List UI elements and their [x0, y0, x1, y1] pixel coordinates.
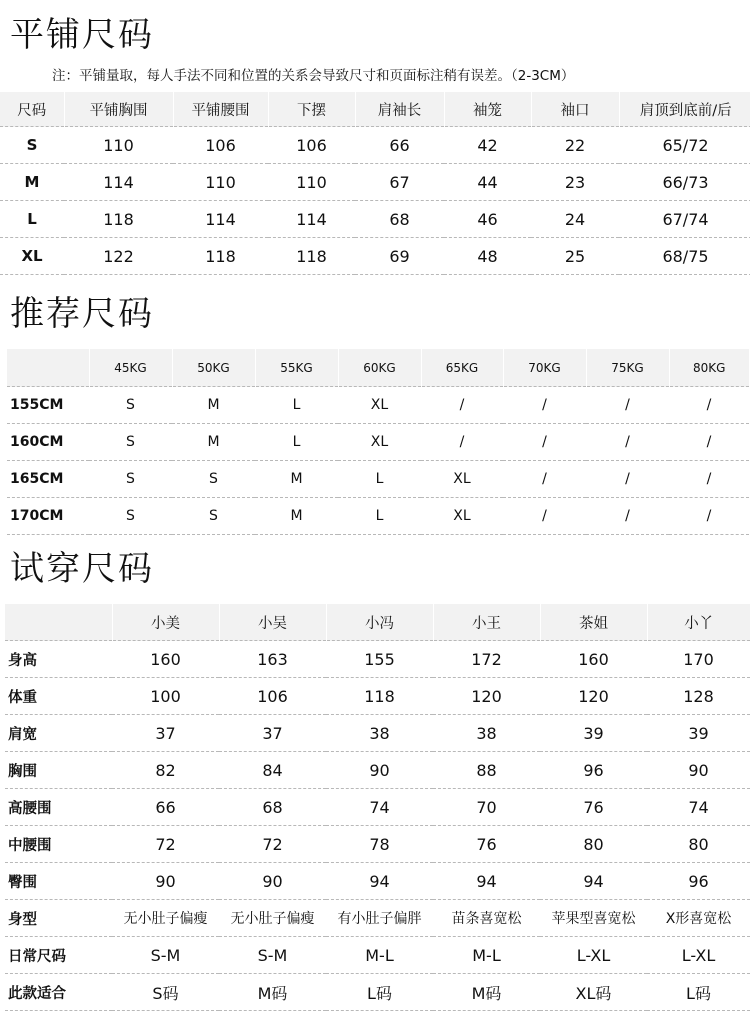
table-cell: M	[172, 424, 255, 461]
table-cell: L-XL	[647, 937, 750, 974]
row-label: 中腰围	[5, 826, 112, 863]
flat-size-table	[0, 92, 750, 275]
header-50kg: 50KG	[172, 349, 255, 387]
header-cuff: 袖口	[531, 92, 619, 127]
header-45kg: 45KG	[89, 349, 172, 387]
table-cell: 128	[647, 678, 750, 715]
table-cell: /	[586, 424, 669, 461]
row-label: L	[0, 201, 64, 238]
table-cell: 67	[355, 164, 444, 201]
table-cell: S-M	[112, 937, 219, 974]
header-65kg: 65KG	[421, 349, 503, 387]
table-cell: /	[503, 461, 586, 498]
table-cell: XL	[338, 387, 421, 424]
table-cell: /	[421, 387, 503, 424]
recommend-size-table	[7, 349, 749, 535]
table-row	[7, 461, 749, 498]
table-cell: 无小肚子偏瘦	[112, 900, 219, 937]
table-cell: 100	[112, 678, 219, 715]
row-label: S	[0, 127, 64, 164]
table-cell: 106	[268, 127, 355, 164]
table-row	[0, 127, 750, 164]
table-row	[5, 789, 750, 826]
table-cell: /	[669, 424, 749, 461]
header-75kg: 75KG	[586, 349, 669, 387]
table-row	[0, 201, 750, 238]
table-cell: L	[255, 387, 338, 424]
table-cell: XL	[338, 424, 421, 461]
table-cell: M-L	[433, 937, 540, 974]
header-blank	[5, 604, 112, 641]
table-cell: 94	[433, 863, 540, 900]
table-cell: 118	[326, 678, 433, 715]
row-label: 体重	[5, 678, 112, 715]
header-shoulder-sleeve: 肩袖长	[355, 92, 444, 127]
table-cell: XL	[421, 498, 503, 535]
table-cell: 67/74	[619, 201, 750, 238]
table-cell: 118	[64, 201, 173, 238]
table-cell: 74	[326, 789, 433, 826]
table-cell: 106	[219, 678, 326, 715]
table-cell: 24	[531, 201, 619, 238]
table-cell: /	[586, 461, 669, 498]
table-cell: 94	[326, 863, 433, 900]
table-cell: S	[172, 461, 255, 498]
table-cell: 90	[647, 752, 750, 789]
table-cell: /	[421, 424, 503, 461]
table-cell: /	[586, 498, 669, 535]
table-cell: 122	[64, 238, 173, 275]
table-cell: S	[89, 424, 172, 461]
table-cell: 65/72	[619, 127, 750, 164]
table-row	[5, 641, 750, 678]
table-cell: 23	[531, 164, 619, 201]
table-cell: M	[172, 387, 255, 424]
table-cell: L-XL	[540, 937, 647, 974]
table-cell: 114	[268, 201, 355, 238]
row-label: 155CM	[7, 387, 89, 424]
header-hem: 下摆	[268, 92, 355, 127]
table-cell: 38	[326, 715, 433, 752]
table-cell: 96	[540, 752, 647, 789]
row-label: 165CM	[7, 461, 89, 498]
header-model-6: 小丫	[647, 604, 750, 641]
table-row	[5, 715, 750, 752]
header-model-4: 小王	[433, 604, 540, 641]
row-label: 此款适合	[5, 974, 112, 1011]
table-row	[5, 826, 750, 863]
row-label: 肩宽	[5, 715, 112, 752]
table-row	[0, 238, 750, 275]
table-cell: 72	[219, 826, 326, 863]
tryon-header-row	[5, 604, 750, 641]
table-cell: 90	[326, 752, 433, 789]
table-cell: /	[503, 387, 586, 424]
table-cell: 74	[647, 789, 750, 826]
header-70kg: 70KG	[503, 349, 586, 387]
row-label: 160CM	[7, 424, 89, 461]
table-cell: 172	[433, 641, 540, 678]
table-cell: 72	[112, 826, 219, 863]
table-cell: 163	[219, 641, 326, 678]
table-cell: L码	[647, 974, 750, 1011]
header-armhole: 袖笼	[444, 92, 531, 127]
table-cell: 94	[540, 863, 647, 900]
header-model-5: 茶姐	[540, 604, 647, 641]
table-cell: 37	[219, 715, 326, 752]
table-cell: L	[255, 424, 338, 461]
table-cell: /	[669, 387, 749, 424]
table-cell: 118	[173, 238, 268, 275]
flat-size-title: 平铺尺码	[10, 15, 154, 55]
table-cell: 84	[219, 752, 326, 789]
header-waist: 平铺腰围	[173, 92, 268, 127]
table-cell: 96	[647, 863, 750, 900]
row-label: 身型	[5, 900, 112, 937]
row-label: 高腰围	[5, 789, 112, 826]
table-cell: 120	[540, 678, 647, 715]
table-cell: 155	[326, 641, 433, 678]
table-row	[5, 937, 750, 974]
table-cell: 37	[112, 715, 219, 752]
table-cell: 39	[540, 715, 647, 752]
table-cell: S	[89, 498, 172, 535]
table-cell: M码	[433, 974, 540, 1011]
header-blank	[7, 349, 89, 387]
table-cell: L码	[326, 974, 433, 1011]
table-cell: S	[89, 461, 172, 498]
recommend-header-row	[7, 349, 749, 387]
table-cell: 46	[444, 201, 531, 238]
flat-header-row	[0, 92, 750, 127]
table-cell: M-L	[326, 937, 433, 974]
table-cell: 82	[112, 752, 219, 789]
table-cell: 88	[433, 752, 540, 789]
table-cell: 160	[540, 641, 647, 678]
table-cell: 110	[64, 127, 173, 164]
table-row	[5, 678, 750, 715]
table-cell: 69	[355, 238, 444, 275]
table-cell: S	[89, 387, 172, 424]
table-cell: XL码	[540, 974, 647, 1011]
header-chest: 平铺胸围	[64, 92, 173, 127]
table-cell: 110	[268, 164, 355, 201]
row-label: XL	[0, 238, 64, 275]
table-cell: 38	[433, 715, 540, 752]
row-label: 臀围	[5, 863, 112, 900]
table-cell: 90	[112, 863, 219, 900]
table-row	[5, 974, 750, 1011]
table-cell: 76	[540, 789, 647, 826]
table-cell: 66	[112, 789, 219, 826]
table-cell: M码	[219, 974, 326, 1011]
row-label: 日常尺码	[5, 937, 112, 974]
table-cell: 120	[433, 678, 540, 715]
table-cell: 70	[433, 789, 540, 826]
table-cell: 68	[355, 201, 444, 238]
table-cell: 68	[219, 789, 326, 826]
header-60kg: 60KG	[338, 349, 421, 387]
table-cell: 106	[173, 127, 268, 164]
table-row	[7, 424, 749, 461]
table-cell: M	[255, 498, 338, 535]
table-cell: 42	[444, 127, 531, 164]
table-cell: 苗条喜宽松	[433, 900, 540, 937]
table-row	[5, 752, 750, 789]
table-row	[7, 387, 749, 424]
table-cell: 90	[219, 863, 326, 900]
header-55kg: 55KG	[255, 349, 338, 387]
table-cell: XL	[421, 461, 503, 498]
table-row	[5, 900, 750, 937]
table-cell: M	[255, 461, 338, 498]
recommend-size-title: 推荐尺码	[10, 294, 154, 334]
table-cell: 80	[540, 826, 647, 863]
table-cell: 25	[531, 238, 619, 275]
table-cell: 160	[112, 641, 219, 678]
tryon-size-title: 试穿尺码	[10, 549, 154, 589]
table-cell: 110	[173, 164, 268, 201]
table-cell: 114	[64, 164, 173, 201]
table-cell: 苹果型喜宽松	[540, 900, 647, 937]
header-80kg: 80KG	[669, 349, 749, 387]
table-cell: /	[669, 498, 749, 535]
table-row	[7, 498, 749, 535]
table-cell: 66/73	[619, 164, 750, 201]
table-cell: 22	[531, 127, 619, 164]
table-cell: 44	[444, 164, 531, 201]
row-label: M	[0, 164, 64, 201]
table-cell: 118	[268, 238, 355, 275]
table-cell: L	[338, 498, 421, 535]
table-cell: 有小肚子偏胖	[326, 900, 433, 937]
row-label: 胸围	[5, 752, 112, 789]
table-row	[5, 863, 750, 900]
table-cell: /	[503, 424, 586, 461]
table-cell: 114	[173, 201, 268, 238]
header-length: 肩顶到底前/后	[619, 92, 750, 127]
header-model-3: 小冯	[326, 604, 433, 641]
tryon-size-table	[5, 604, 750, 1011]
table-cell: 78	[326, 826, 433, 863]
table-cell: 66	[355, 127, 444, 164]
row-label: 身高	[5, 641, 112, 678]
table-cell: 76	[433, 826, 540, 863]
table-cell: 48	[444, 238, 531, 275]
measurement-note: 注：平铺量取，每人手法不同和位置的关系会导致尺寸和页面标注稍有误差。（2-3CM）	[52, 68, 575, 84]
row-label: 170CM	[7, 498, 89, 535]
table-cell: 39	[647, 715, 750, 752]
table-cell: L	[338, 461, 421, 498]
table-row	[0, 164, 750, 201]
header-model-1: 小美	[112, 604, 219, 641]
table-cell: X形喜宽松	[647, 900, 750, 937]
table-cell: /	[503, 498, 586, 535]
table-cell: S码	[112, 974, 219, 1011]
table-cell: 无小肚子偏瘦	[219, 900, 326, 937]
table-cell: 68/75	[619, 238, 750, 275]
table-cell: 170	[647, 641, 750, 678]
table-cell: 80	[647, 826, 750, 863]
table-cell: S	[172, 498, 255, 535]
header-model-2: 小吴	[219, 604, 326, 641]
header-size: 尺码	[0, 92, 64, 127]
table-cell: /	[669, 461, 749, 498]
table-cell: /	[586, 387, 669, 424]
table-cell: S-M	[219, 937, 326, 974]
